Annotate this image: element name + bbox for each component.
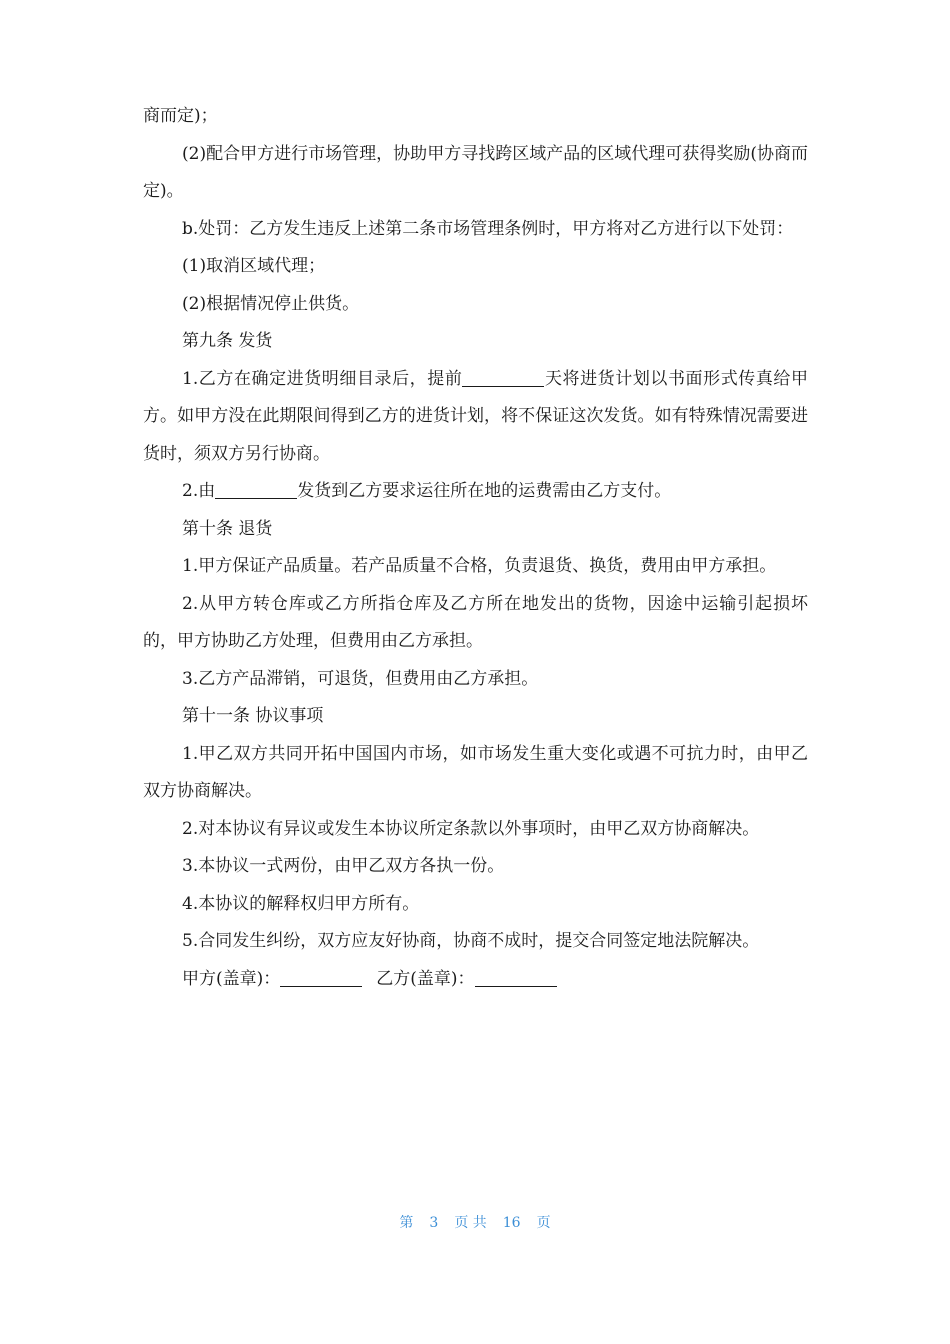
paragraph: 商而定)； xyxy=(143,106,218,126)
text: 1.乙方在确定进货明细目录后，提前 xyxy=(182,368,463,389)
paragraph: 1.甲方保证产品质量。若产品质量不合格，负责退货、换货，费用由甲方承担。 xyxy=(182,556,777,576)
text: 2.由 xyxy=(182,481,216,501)
delivery-item-1 xyxy=(143,361,808,474)
footer-di: 第 xyxy=(399,1215,414,1231)
paragraph: 4.本协议的解释权归甲方所有。 xyxy=(182,893,420,914)
party-b-label: 乙方(盖章)： xyxy=(376,968,475,989)
paragraph: 3.乙方产品滞销，可退货，但费用由乙方承担。 xyxy=(182,668,539,689)
total-pages-number: 16 xyxy=(502,1215,521,1231)
footer-ye: 页 xyxy=(536,1215,551,1231)
paragraph: 1.甲乙双方共同开拓中国国内市场，如市场发生重大变化或遇不可抗力时，由甲乙双方协商解决。 xyxy=(143,743,808,801)
text: 天将进货计划以书面形式传真给甲方。如甲方没在此期限间得到乙方的进货计划，将不保证这次发货。如有特殊情况需要进货时，须双方另行协商。 xyxy=(143,368,808,464)
section-heading-returns: 第十条 退货 xyxy=(182,518,273,539)
paragraph: 3.本协议一式两份，由甲乙双方各执一份。 xyxy=(182,856,505,876)
section-heading-delivery: 第九条 发货 xyxy=(182,331,273,351)
party-a-signature-blank xyxy=(280,968,362,987)
fill-blank-days xyxy=(462,368,544,387)
delivery-item-2 xyxy=(143,473,808,511)
paragraph: 2.从甲方转仓库或乙方所指仓库及乙方所在地发出的货物，因途中运输引起损坏的，甲方协助乙方处理，但费用由乙方承担。 xyxy=(143,593,808,651)
signature-row xyxy=(143,961,808,999)
text: 发货到乙方要求运往所在地的运费需由乙方支付。 xyxy=(297,481,672,501)
fill-blank-shipper xyxy=(215,480,297,499)
paragraph: (2)配合甲方进行市场管理，协助甲方寻找跨区域产品的区域代理可获得奖励(协商而定)。 xyxy=(143,143,808,201)
section-heading-agreement: 第十一条 协议事项 xyxy=(182,706,324,726)
paragraph: (2)根据情况停止供货。 xyxy=(182,293,360,314)
document-body xyxy=(143,98,808,998)
paragraph: (1)取消区域代理； xyxy=(182,256,326,276)
party-a-label: 甲方(盖章)： xyxy=(182,968,281,989)
paragraph: b.处罚：乙方发生违反上述第二条市场管理条例时，甲方将对乙方进行以下处罚： xyxy=(182,218,794,239)
footer-ye-gong: 页 共 xyxy=(454,1215,487,1231)
page-footer xyxy=(0,1212,950,1232)
paragraph: 2.对本协议有异议或发生本协议所定条款以外事项时，由甲乙双方协商解决。 xyxy=(182,818,760,839)
paragraph: 5.合同发生纠纷，双方应友好协商，协商不成时，提交合同签定地法院解决。 xyxy=(182,931,760,951)
party-b-signature-blank xyxy=(475,968,557,987)
current-page-number: 3 xyxy=(429,1215,439,1231)
